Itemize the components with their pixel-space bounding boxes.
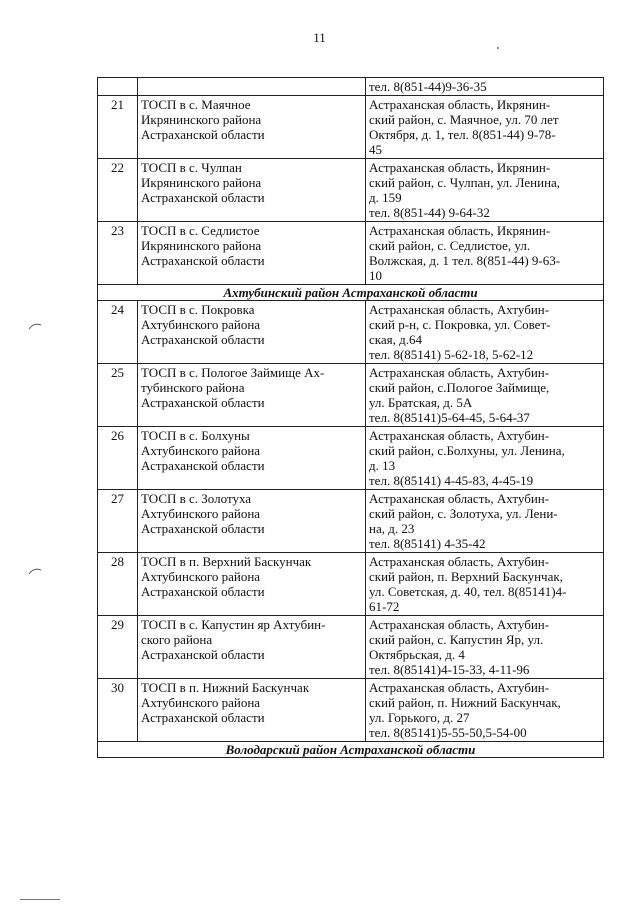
table-row [98, 679, 604, 742]
address-cell [366, 364, 604, 427]
organization-name-cell [138, 490, 366, 553]
name-line: ТОСП в с. Болхуны [141, 428, 250, 443]
address-line: Астраханская область, Икрянин- [369, 223, 551, 238]
name-line: ТОСП в с. Покровка [141, 302, 255, 317]
organization-name-cell [138, 679, 366, 742]
address-line: на, д. 23 [369, 521, 415, 536]
address-line: ский район, п. Верхний Баскунчак, [369, 569, 563, 584]
section-heading: Володарский район Астраханской области [98, 742, 604, 758]
organizations-table [97, 77, 603, 758]
address-line: ский район, с. Седлистое, ул. [369, 238, 531, 253]
address-line: Астраханская область, Икрянин- [369, 160, 551, 175]
name-line: Ахтубинского района [141, 317, 261, 332]
address-line: ский район, с. Золотуха, ул. Лени- [369, 506, 558, 521]
table-row [98, 96, 604, 159]
address-line: тел. 8(85141) 4-35-42 [369, 536, 486, 551]
address-line: Астраханская область, Ахтубин- [369, 554, 550, 569]
name-line: Астраханской области [141, 395, 265, 410]
address-line: тел. 8(851-44)9-36-35 [369, 79, 487, 94]
scan-mark [20, 899, 60, 900]
name-line: Астраханской области [141, 647, 265, 662]
name-line: ТОСП в с. Капустин яр Ахтубин- [141, 617, 326, 632]
address-line: тел. 8(85141)5-55-50,5-54-00 [369, 725, 527, 740]
name-line: Астраханской области [141, 458, 265, 473]
address-line: Астраханская область, Ахтубин- [369, 680, 550, 695]
name-line: ТОСП в с. Пологое Займище Ах- [141, 365, 325, 380]
table-row [98, 364, 604, 427]
page-number: 11 [313, 30, 326, 45]
table-row [98, 301, 604, 364]
organization-name-cell [138, 553, 366, 616]
table-row [98, 78, 604, 96]
address-cell [366, 159, 604, 222]
address-line: ская, д.64 [369, 332, 423, 347]
row-number: 26 [98, 427, 138, 490]
address-cell [366, 679, 604, 742]
table-row [98, 159, 604, 222]
address-line: Астраханская область, Ахтубин- [369, 302, 550, 317]
address-cell [366, 490, 604, 553]
address-line: д. 159 [369, 190, 402, 205]
organization-name-cell [138, 364, 366, 427]
address-line: 45 [369, 142, 382, 157]
name-line: Ахтубинского района [141, 506, 261, 521]
address-line: Волжская, д. 1 тел. 8(851-44) 9-63- [369, 253, 561, 268]
row-number: 27 [98, 490, 138, 553]
organization-name-cell [138, 616, 366, 679]
address-line: ул. Братская, д. 5А [369, 395, 473, 410]
name-line: тубинского района [141, 380, 245, 395]
name-line: ТОСП в с. Маячное [141, 97, 251, 112]
row-number: 23 [98, 222, 138, 285]
address-line: ский район, п. Нижний Баскунчак, [369, 695, 561, 710]
name-line: Астраханской области [141, 710, 265, 725]
name-line: ТОСП в п. Верхний Баскунчак [141, 554, 312, 569]
address-cell [366, 301, 604, 364]
organization-name-cell [138, 96, 366, 159]
name-line: Икрянинского района [141, 112, 262, 127]
address-cell [366, 96, 604, 159]
row-number: 25 [98, 364, 138, 427]
table-row [98, 490, 604, 553]
row-number: 22 [98, 159, 138, 222]
address-line: Астраханская область, Ахтубин- [369, 428, 550, 443]
address-line: тел. 8(85141) 4-45-83, 4-45-19 [369, 473, 534, 488]
address-line: ский район, с. Маячное, ул. 70 лет [369, 112, 559, 127]
scan-mark [28, 322, 42, 330]
name-line: Ахтубинского района [141, 443, 261, 458]
address-line: ский район, с.Болхуны, ул. Ленина, [369, 443, 565, 458]
address-line: Астраханская область, Икрянин- [369, 97, 551, 112]
address-line: ский район, с.Пологое Займище, [369, 380, 550, 395]
address-cell [366, 78, 604, 96]
row-number: 28 [98, 553, 138, 616]
address-line: тел. 8(851-44) 9-64-32 [369, 205, 490, 220]
table-row [98, 222, 604, 285]
address-cell [366, 222, 604, 285]
address-cell [366, 553, 604, 616]
name-line: Ахтубинского района [141, 569, 261, 584]
section-row [98, 742, 604, 758]
row-number: 29 [98, 616, 138, 679]
name-line: ТОСП в с. Чулпан [141, 160, 242, 175]
address-line: ский р-н, с. Покровка, ул. Совет- [369, 317, 551, 332]
name-line: Икрянинского района [141, 238, 262, 253]
scan-mark [497, 47, 499, 49]
address-line: Астраханская область, Ахтубин- [369, 491, 550, 506]
row-number: 21 [98, 96, 138, 159]
name-line: Икрянинского района [141, 175, 262, 190]
row-number: 30 [98, 679, 138, 742]
address-cell [366, 616, 604, 679]
name-line: Астраханской области [141, 127, 265, 142]
address-cell [366, 427, 604, 490]
address-line: тел. 8(85141)4-15-33, 4-11-96 [369, 662, 530, 677]
section-heading: Ахтубинский район Астраханской области [98, 285, 604, 301]
organization-name-cell [138, 301, 366, 364]
address-line: ул. Горького, д. 27 [369, 710, 470, 725]
address-line: Астраханская область, Ахтубин- [369, 365, 550, 380]
address-line: 61-72 [369, 599, 400, 614]
organization-name-cell [138, 159, 366, 222]
name-line: ского района [141, 632, 213, 647]
name-line: ТОСП в с. Золотуха [141, 491, 252, 506]
address-line: ский район, с. Капустин Яр, ул. [369, 632, 544, 647]
organization-name-cell [138, 427, 366, 490]
name-line: Астраханской области [141, 584, 265, 599]
table-row [98, 616, 604, 679]
address-line: тел. 8(85141) 5-62-18, 5-62-12 [369, 347, 534, 362]
organization-name-cell [138, 222, 366, 285]
address-line: 10 [369, 268, 382, 283]
name-line: Астраханской области [141, 332, 265, 347]
address-line: Астраханская область, Ахтубин- [369, 617, 550, 632]
scan-mark [28, 567, 42, 575]
address-line: Октябрьская, д. 4 [369, 647, 465, 662]
row-number: 24 [98, 301, 138, 364]
name-line: Астраханской области [141, 190, 265, 205]
table-row [98, 427, 604, 490]
address-line: д. 13 [369, 458, 396, 473]
name-line: Ахтубинского района [141, 695, 261, 710]
name-line: Астраханской области [141, 521, 265, 536]
address-line: ский район, с. Чулпан, ул. Ленина, [369, 175, 561, 190]
address-line: Октября, д. 1, тел. 8(851-44) 9-78- [369, 127, 556, 142]
name-line: ТОСП в п. Нижний Баскунчак [141, 680, 310, 695]
name-line: Астраханской области [141, 253, 265, 268]
section-row [98, 285, 604, 301]
address-line: тел. 8(85141)5-64-45, 5-64-37 [369, 410, 530, 425]
address-line: ул. Советская, д. 40, тел. 8(85141)4- [369, 584, 567, 599]
table-row [98, 553, 604, 616]
name-line: ТОСП в с. Седлистое [141, 223, 260, 238]
